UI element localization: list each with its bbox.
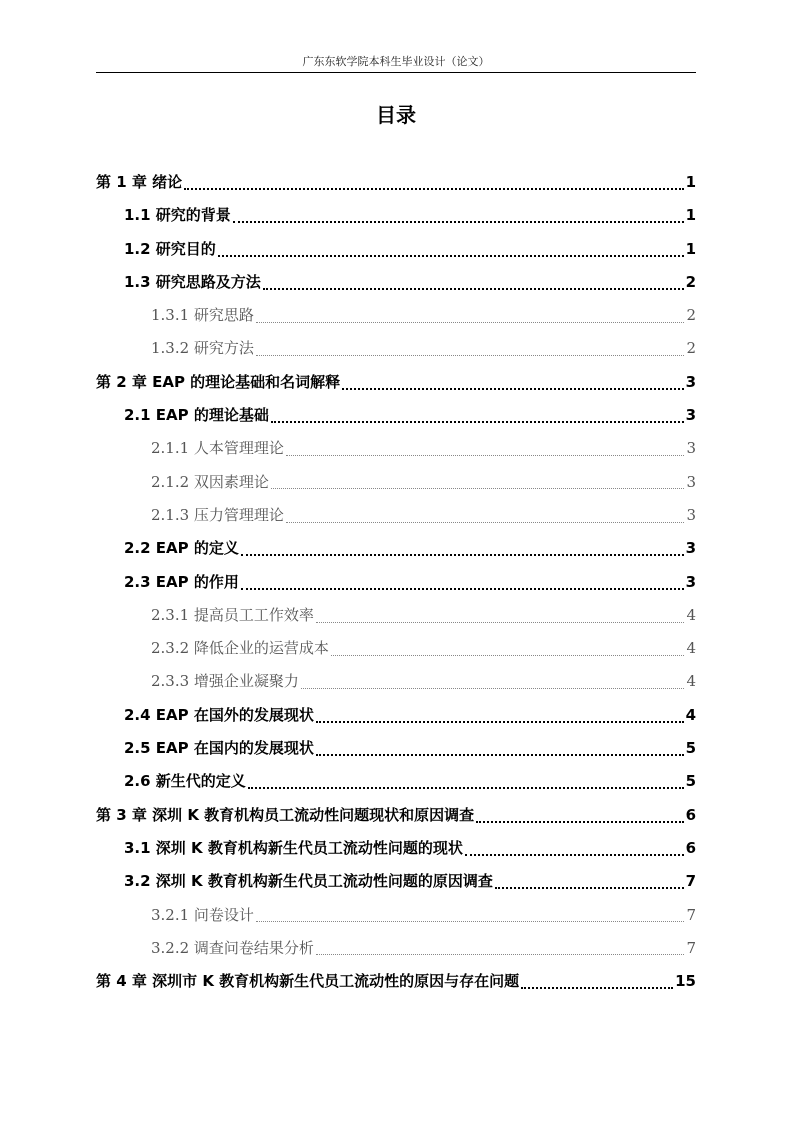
toc-entry-label: 3.2.1 问卷设计 xyxy=(151,905,254,924)
toc-entry[interactable] xyxy=(96,266,696,299)
dot-leader xyxy=(316,953,685,955)
dot-leader xyxy=(465,853,684,856)
table-of-contents xyxy=(96,166,696,998)
toc-entry-page-number: 7 xyxy=(686,905,696,924)
toc-entry-page-number: 4 xyxy=(686,639,696,658)
dot-leader xyxy=(316,720,684,723)
toc-entry-page-number: 3 xyxy=(686,439,696,458)
toc-entry-label: 2.1.3 压力管理理论 xyxy=(151,505,284,524)
toc-entry-label: 2.1 EAP 的理论基础 xyxy=(124,406,269,425)
toc-entry-label: 第 1 章 绪论 xyxy=(96,173,183,191)
toc-entry-page-number: 5 xyxy=(685,772,696,791)
toc-entry[interactable] xyxy=(96,899,696,932)
toc-entry[interactable] xyxy=(96,732,696,765)
dot-leader xyxy=(301,687,685,689)
dot-leader xyxy=(342,387,683,390)
toc-entry-page-number: 5 xyxy=(685,739,696,758)
toc-entry[interactable] xyxy=(96,566,696,599)
toc-entry-label: 3.2.2 调查问卷结果分析 xyxy=(151,938,314,957)
toc-entry-page-number: 2 xyxy=(686,306,696,325)
dot-leader xyxy=(263,287,684,290)
toc-entry-page-number: 3 xyxy=(685,406,696,425)
toc-entry-page-number: 1 xyxy=(685,206,696,225)
toc-entry[interactable] xyxy=(96,299,696,332)
toc-entry[interactable] xyxy=(96,765,696,798)
dot-leader xyxy=(184,187,683,190)
toc-entry-label: 2.1.1 人本管理理论 xyxy=(151,439,284,458)
toc-entry[interactable] xyxy=(96,632,696,665)
toc-entry-page-number: 2 xyxy=(686,339,696,358)
toc-entry-page-number: 1 xyxy=(685,173,696,191)
dot-leader xyxy=(271,420,684,423)
toc-entry-label: 1.3 研究思路及方法 xyxy=(124,272,261,291)
toc-entry-label: 2.4 EAP 在国外的发展现状 xyxy=(124,705,314,724)
dot-leader xyxy=(331,654,685,656)
toc-entry-label: 3.2 深圳 K 教育机构新生代员工流动性问题的原因调查 xyxy=(124,872,493,891)
toc-entry-page-number: 6 xyxy=(685,805,696,824)
toc-entry-label: 1.3.2 研究方法 xyxy=(151,339,254,358)
toc-entry[interactable] xyxy=(96,499,696,532)
toc-entry-label: 2.6 新生代的定义 xyxy=(124,772,246,791)
toc-entry-page-number: 4 xyxy=(685,705,696,724)
dot-leader xyxy=(476,820,683,823)
toc-entry[interactable] xyxy=(96,233,696,266)
toc-entry-page-number: 6 xyxy=(685,838,696,857)
page-title: 目录 xyxy=(376,103,416,127)
toc-entry[interactable] xyxy=(96,332,696,365)
toc-entry[interactable] xyxy=(96,832,696,865)
toc-entry-page-number: 3 xyxy=(685,572,696,591)
toc-entry[interactable] xyxy=(96,532,696,565)
dot-leader xyxy=(286,454,685,456)
toc-entry-label: 第 3 章 深圳 K 教育机构员工流动性问题现状和原因调查 xyxy=(96,805,475,824)
toc-entry[interactable] xyxy=(96,466,696,499)
toc-entry-label: 第 2 章 EAP 的理论基础和名词解释 xyxy=(96,372,341,391)
toc-entry[interactable] xyxy=(96,932,696,965)
toc-entry-page-number: 4 xyxy=(686,672,696,691)
dot-leader xyxy=(316,621,685,623)
dot-leader xyxy=(271,487,685,489)
toc-entry-page-number: 15 xyxy=(675,972,696,991)
dot-leader xyxy=(256,920,685,922)
toc-entry-label: 第 4 章 深圳市 K 教育机构新生代员工流动性的原因与存在问题 xyxy=(96,972,520,991)
toc-entry-label: 2.3.1 提高员工工作效率 xyxy=(151,605,314,624)
toc-entry-page-number: 3 xyxy=(686,472,696,491)
dot-leader xyxy=(256,354,685,356)
toc-entry[interactable] xyxy=(96,399,696,432)
toc-entry-label: 2.3.2 降低企业的运营成本 xyxy=(151,639,329,658)
toc-entry-page-number: 3 xyxy=(686,505,696,524)
toc-entry-label: 1.1 研究的背景 xyxy=(124,206,231,225)
dot-leader xyxy=(256,321,685,323)
toc-entry-page-number: 7 xyxy=(685,872,696,891)
toc-entry-label: 3.1 深圳 K 教育机构新生代员工流动性问题的现状 xyxy=(124,838,463,857)
toc-entry-label: 1.3.1 研究思路 xyxy=(151,306,254,325)
dot-leader xyxy=(286,521,685,523)
header-rule xyxy=(96,72,696,73)
toc-entry-label: 2.3 EAP 的作用 xyxy=(124,572,239,591)
dot-leader xyxy=(248,786,684,789)
toc-entry[interactable] xyxy=(96,665,696,698)
toc-entry[interactable] xyxy=(96,699,696,732)
dot-leader xyxy=(521,986,673,989)
toc-entry-page-number: 7 xyxy=(686,938,696,957)
toc-entry-label: 2.3.3 增强企业凝聚力 xyxy=(151,672,299,691)
toc-entry[interactable] xyxy=(96,366,696,399)
toc-entry[interactable] xyxy=(96,799,696,832)
toc-entry-page-number: 4 xyxy=(686,605,696,624)
toc-entry-page-number: 1 xyxy=(685,239,696,258)
dot-leader xyxy=(316,753,684,756)
toc-entry-page-number: 2 xyxy=(685,272,696,291)
toc-entry[interactable] xyxy=(96,166,696,199)
toc-entry[interactable] xyxy=(96,599,696,632)
page-header: 广东东软学院本科生毕业设计（论文） xyxy=(302,55,490,68)
toc-entry-label: 2.2 EAP 的定义 xyxy=(124,539,239,558)
dot-leader xyxy=(495,886,684,889)
toc-entry[interactable] xyxy=(96,432,696,465)
toc-entry[interactable] xyxy=(96,965,696,998)
toc-entry-page-number: 3 xyxy=(685,372,696,391)
toc-entry-page-number: 3 xyxy=(685,539,696,558)
dot-leader xyxy=(241,587,684,590)
toc-entry[interactable] xyxy=(96,865,696,898)
dot-leader xyxy=(218,254,684,257)
toc-entry-label: 2.5 EAP 在国内的发展现状 xyxy=(124,739,314,758)
toc-entry[interactable] xyxy=(96,199,696,232)
dot-leader xyxy=(233,220,684,223)
toc-entry-label: 2.1.2 双因素理论 xyxy=(151,472,269,491)
dot-leader xyxy=(241,553,684,556)
toc-entry-label: 1.2 研究目的 xyxy=(124,239,216,258)
